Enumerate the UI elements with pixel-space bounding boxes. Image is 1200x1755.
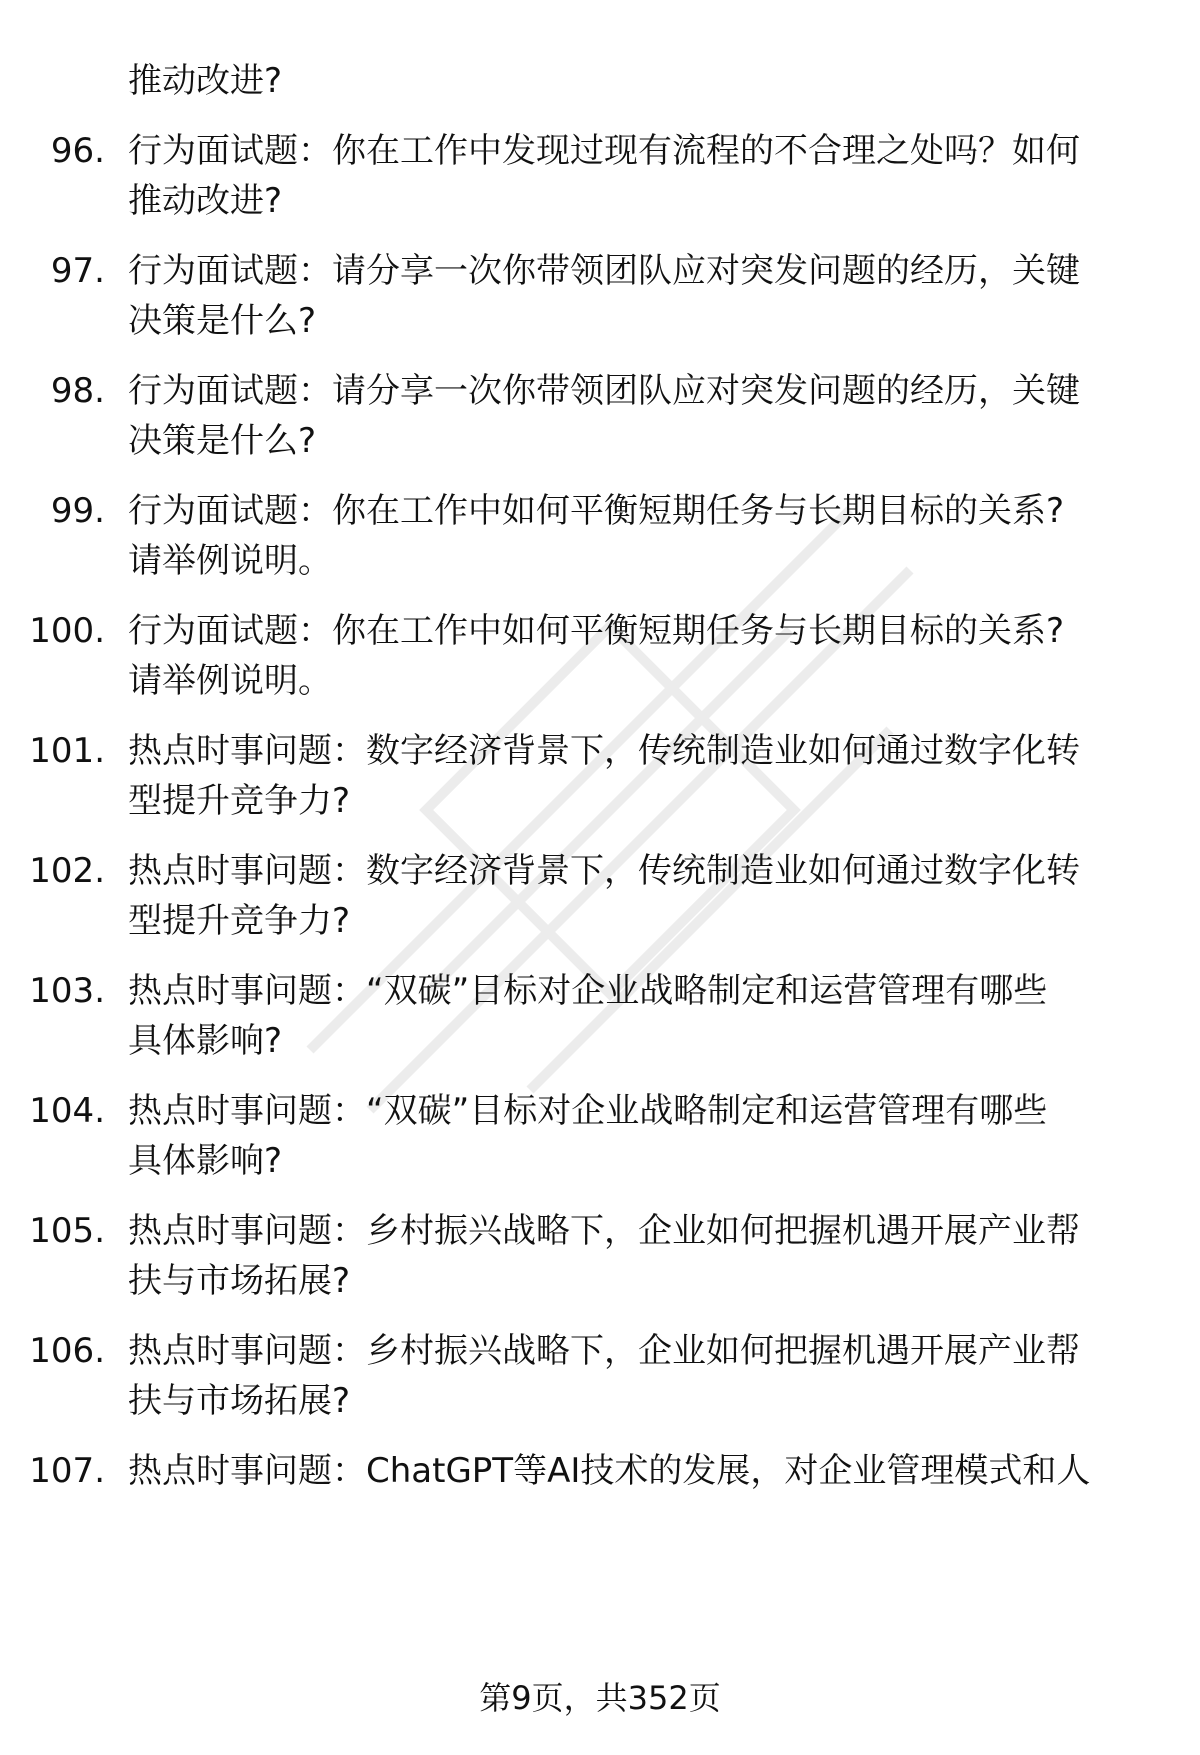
question-text-line1: 行为面试题：你在工作中发现过现有流程的不合理之处吗？如何 [128, 131, 1080, 171]
question-text-line1: 行为面试题：你在工作中如何平衡短期任务与长期目标的关系? [128, 611, 1065, 651]
question-number: 97. [50, 251, 105, 291]
question-text-line2: 具体影响? [128, 1141, 283, 1181]
question-text-line2: 决策是什么? [128, 421, 317, 461]
question-text-line2: 型提升竞争力? [128, 901, 351, 941]
question-text-line1: 行为面试题：请分享一次你带领团队应对突发问题的经历，关键 [128, 251, 1080, 291]
question-text-line1: 热点时事问题：数字经济背景下，传统制造业如何通过数字化转 [128, 851, 1080, 891]
question-number: 96. [50, 131, 105, 171]
question-number: 104. [29, 1091, 105, 1131]
question-text-line1: 行为面试题：请分享一次你带领团队应对突发问题的经历，关键 [128, 371, 1080, 411]
question-text-line2: 请举例说明。 [128, 661, 332, 701]
continued-text: 推动改进? [128, 61, 283, 101]
question-number: 99. [50, 491, 105, 531]
page-footer: 第9页，共352页 [479, 1679, 721, 1717]
question-text-line2: 型提升竞争力? [128, 781, 351, 821]
question-text-line2: 扶与市场拓展? [128, 1381, 351, 1421]
question-number: 101. [29, 731, 105, 771]
question-text-line1: 热点时事问题：“双碳”目标对企业战略制定和运营管理有哪些 [128, 971, 1048, 1011]
question-number: 103. [29, 971, 105, 1011]
question-text-line1: 热点时事问题：乡村振兴战略下，企业如何把握机遇开展产业帮 [128, 1331, 1080, 1371]
question-text-line2: 具体影响? [128, 1021, 283, 1061]
question-text-line1: 行为面试题：你在工作中如何平衡短期任务与长期目标的关系? [128, 491, 1065, 531]
question-text-line2: 扶与市场拓展? [128, 1261, 351, 1301]
question-number: 105. [29, 1211, 105, 1251]
question-number: 102. [29, 851, 105, 891]
question-text-line1: 热点时事问题：数字经济背景下，传统制造业如何通过数字化转 [128, 731, 1080, 771]
question-number: 107. [29, 1451, 105, 1491]
question-number: 100. [29, 611, 105, 651]
question-text-line1: 热点时事问题：ChatGPT等AI技术的发展，对企业管理模式和人 [128, 1451, 1091, 1491]
question-number: 106. [29, 1331, 105, 1371]
question-number: 98. [50, 371, 105, 411]
question-text-line2: 推动改进? [128, 181, 283, 221]
question-text-line1: 热点时事问题：“双碳”目标对企业战略制定和运营管理有哪些 [128, 1091, 1048, 1131]
question-text-line2: 决策是什么? [128, 301, 317, 341]
question-text-line1: 热点时事问题：乡村振兴战略下，企业如何把握机遇开展产业帮 [128, 1211, 1080, 1251]
question-text-line2: 请举例说明。 [128, 541, 332, 581]
